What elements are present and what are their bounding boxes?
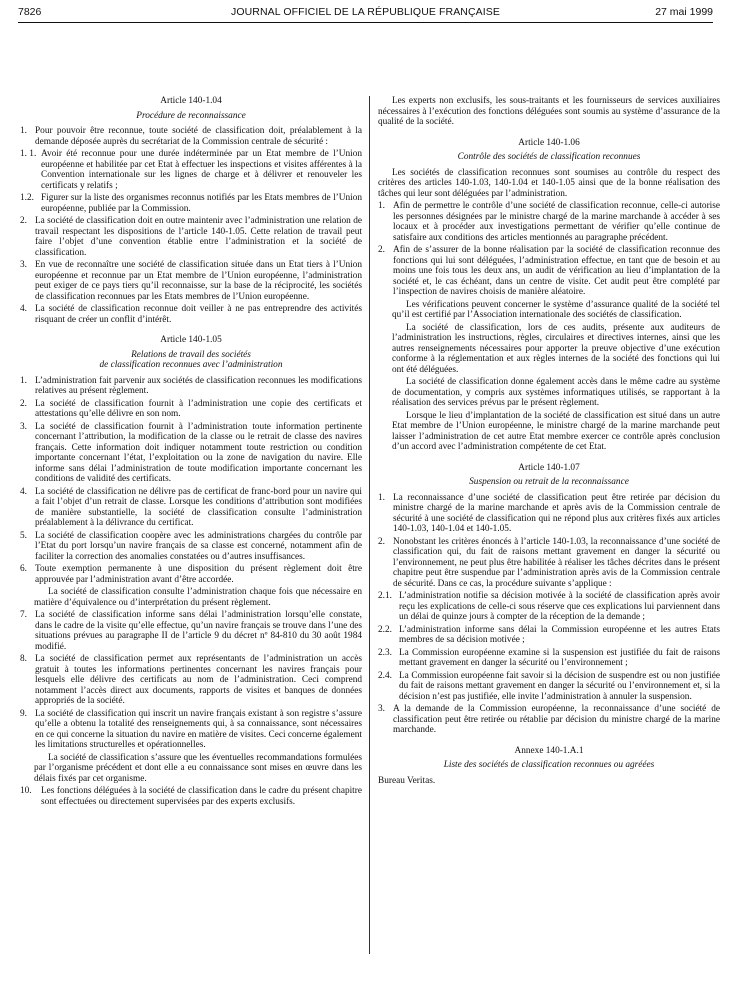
paragraph: La société de classification, lors de ces audits, présente aux auditeurs de l’administration les instructions, règles, circulaires et directives internes, ainsi que les autres renseignements nécessaires pour apporter la preuve objective d’une exécution conforme à la réglementation et aux règles internes de la société des fonctions qui lui ont été déléguées. [392,322,720,375]
list-item: 8. La société de classification permet aux représentants de l’administration un accès gratuit à toutes les informations pertinentes concernant les navires français pour lesquels elle délivre des certificats au nom de l’administration. Ceci comprend notamment l’accès direct aux documents, rapports de visites et banques de données appropriés de la société. [20,654,362,706]
article-heading: Article 140-1.05 [160,335,222,345]
issue-date: 27 mai 1999 [655,6,713,18]
list-item: 4. La société de classification ne délivre pas de certificat de franc-bord pour un navire qui a fait l’objet d’un retrait de classe. Lorsque les conditions d’attribution sont modifiées de manière substantielle, la société de classification consulte l’administration préalablement à la délivrance du certificat. [20,486,362,528]
running-header [18,6,713,22]
list-item: 2. La société de classification fournit à l’administration une copie des certificats et attestations qu’elle délivre en son nom. [20,398,362,419]
list-item: 1. La reconnaissance d’une société de classification peut être retirée par décision du ministre chargé de la marine marchande et après avis de la Commission centrale de sécurité à une société de classification qui ne répond plus aux critères fixés aux articles 140-1.03, 140-1.04 et 140-1.05. [378,492,720,534]
article-title [20,350,362,371]
list-item: 5. La société de classification coopère avec les administrations chargées du contrôle par l’Etat du port lorsqu’un navire français de sa classe est concerné, notamment afin de faciliter la correction des anomalies constatées ou d’autres insuffisances. [20,530,362,562]
article-title: Procédure de reconnaissance [136,110,246,121]
list-item: 2. Afin de s’assurer de la bonne réalisation par la société de classification reconnue des fonctions qui lui sont déléguées, l’administration effectue, en tant que de besoin et au moins une fois tous les deux ans, un audit de vérification au lieu d’implantation de la société et, le cas échéant, dans un centre de visite. Cet audit peut être complété par l’inspection de navires choisis de manière aléatoire. [378,245,720,297]
list-item: 7. La société de classification informe sans délai l’administration lorsqu’elle constate, dans le cadre de la visite qu’elle effectue, qu’un navire français se trouve dans l’une des situations prévues au paragraphe II de l’article 9 du décret nº 84-810 du 30 août 1984 modifié. [20,610,362,652]
paragraph: La société de classification donne également accès dans le même cadre au système de documentation, y compris aux systèmes informatiques utilisés, se rapportant à la réalisation des services prévus par le présent règlement. [392,377,720,408]
list-item: 1. Afin de permettre le contrôle d’une société de classification reconnue, celle-ci autorise les personnes désignées par le ministre chargé de la marine marchande à accéder à ses locaux et à procéder aux investigations permettant de vérifier qu’elle continue de satisfaire aux conditions des articles mentionnés au paragraphe précédent. [378,201,720,243]
list-item: 2.3. La Commission européenne examine si la suspension est justifiée du fait de raisons mettant gravement en danger la sécurité ou l’environnement ; [378,647,720,668]
list-item: 4. La société de classification reconnue doit veiller à ne pas entreprendre des activités risquant de créer un conflit d’intérêt. [20,304,362,325]
page-number: 7826 [18,6,42,18]
article-title: Contrôle des sociétés de classification reconnues [457,152,641,162]
list-item: 9. La société de classification qui inscrit un navire français existant à son registre s’assure qu’elle a obtenu la totalité des renseignements qui, à sa connaissance, sont nécessaires en ce qui concerne la situation du navire en matière de visites. Ceci concerne également les limitations structurelles et opérationnelles. [20,708,362,750]
list-item: 1. 1. Avoir été reconnue pour une durée indéterminée par un Etat membre de l’Union européenne et habilitée par cet Etat à effectuer les inspections et visites afférentes à la Convention internationale sur les lignes de charge et à délivrer et renouveler les certificats y relatifs ; [20,149,362,191]
annex-heading: Annexe 140-1.A.1 [514,745,584,756]
article-title: Suspension ou retrait de la reconnaissance [469,477,629,487]
list-item: 2.1. L’administration notifie sa décision motivée à la société de classification après avoir reçu les explications de celle-ci sous réserve que ces explications lui parviennent dans un délai de quinze jours à compter de la réception de la demande ; [378,591,720,622]
list-item: 2.4. La Commission européenne fait savoir si la décision de suspendre est ou non justifiée du fait de raisons mettant gravement en danger la sécurité ou l’environnement et, si la décision n’est pas justifiée, elle invite l’administration à annuler la suspension. [378,670,720,702]
list-item: 1. L’administration fait parvenir aux sociétés de classification reconnues les modifications relatives au présent règlement. [20,375,362,396]
paragraph: Les vérifications peuvent concerner le système d’assurance qualité de la société tel qu’il est certifié par l’Association internationale des sociétés de classification. [392,299,720,320]
paragraph: Les sociétés de classification reconnues sont soumises au contrôle du respect des critères des articles 140-1.03, 140-1.04 et 140-1.05 ainsi que de la bonne réalisation des tâches qui leur sont déléguées par l’administration. [378,167,720,199]
paragraph: La société de classification s’assure que les éventuelles recommandations formulées par l’organisme précédent et dont elle a eu connaissance sont mises en œuvre dans les délais fixés par cet organisme. [34,752,362,784]
header-rule [18,22,713,23]
paragraph: Lorsque le lieu d’implantation de la société de classification est situé dans un autre Etat membre de l’Union européenne, le ministre chargé de la marine marchande peut laisser l’administration de cet autre Etat membre exercer ce contrôle après conclusion d’un accord avec l’administration compétente de cet Etat. [392,410,720,452]
list-item: 2. La société de classification doit en outre maintenir avec l’administration une relation de travail respectant les dispositions de l’article 140-1.05. Cette relation de travail peut faire l’objet d’une convention établie entre l’administration et la société de classification. [20,216,362,258]
list-item: 3. En vue de reconnaître une société de classification située dans un Etat tiers à l’Union européenne et reconnue par un Etat membre de l’Union européenne, l’administration peut exiger de ce pays tiers qu’il reconnaisse, sur la base de la réciprocité, les sociétés de classification reconnues par les Etats membres de l’Union européenne. [20,260,362,302]
left-column [20,96,362,809]
article-title-line: Relations de travail des sociétés [131,349,251,360]
article-title-line: de classification reconnues avec l’administration [99,360,283,370]
list-item: 3. A la demande de la Commission européenne, la reconnaissance d’une société de classification peut être retirée ou rétablie par décision du ministre chargé de la marine marchande. [378,704,720,735]
article-heading: Article 140-1.07 [518,462,580,473]
list-item: 3. La société de classification fournit à l’administration toute information pertinente concernant l’attribution, la modification de la classe ou le retrait de classe des navires français. Cette information doit indiquer notamment toute restriction ou condition importante concernant l’état, l’exploitation ou la zone de navigation du navire. Elle informe sans délai l’administration de toute modification importante concernant les conditions de validité des certificats. [20,421,362,484]
list-item: 6. Toute exemption permanente à une disposition du présent règlement doit être approuvée par l’administration avant d’être accordée. [20,564,362,585]
right-column [378,96,720,786]
column-divider [369,96,370,954]
list-item: 1. Pour pouvoir être reconnue, toute société de classification doit, préalablement à la demande déposée auprès du secrétariat de la Commission centrale de sécurité : [20,126,362,147]
list-item: 2.2. L’administration informe sans délai la Commission européenne et les autres Etats membres de sa décision motivée ; [378,624,720,645]
paragraph: Les experts non exclusifs, les sous-traitants et les fournisseurs de services auxiliaires nécessaires à l’exécution des fonctions déléguées sont soumis au système d’assurance de la qualité de la société. [378,96,720,127]
article-heading: Article 140-1.06 [518,137,580,148]
list-item: 2. Nonobstant les critères énoncés à l’article 140-1.03, la reconnaissance d’une société de classification qui, du fait de raisons mettant gravement en danger la sécurité ou l’environnement, ne peut plus être habilitée à réaliser les tâches décrites dans le présent chapitre peut être suspendue par l’administration après avis de la Commission centrale de sécurité. Dans ce cas, la procédure suivante s’applique : [378,536,720,589]
paragraph: La société de classification consulte l’administration chaque fois que nécessaire en matière d’équivalence ou d’interprétation du présent règlement. [34,587,362,608]
annex-entry: Bureau Veritas. [378,775,436,786]
list-item: 10. Les fonctions déléguées à la société de classification dans le cadre du présent chapitre sont effectuées ou directement supervisées par des experts exclusifs. [20,786,362,807]
list-item: 1.2. Figurer sur la liste des organismes reconnus notifiés par les Etats membres de l’Union européenne, publiée par la Commission. [20,193,362,214]
journal-title: JOURNAL OFFICIEL DE LA RÉPUBLIQUE FRANÇAISE [231,6,500,18]
annex-title: Liste des sociétés de classification reconnues ou agréées [443,760,655,770]
article-heading: Article 140-1.04 [160,96,222,106]
